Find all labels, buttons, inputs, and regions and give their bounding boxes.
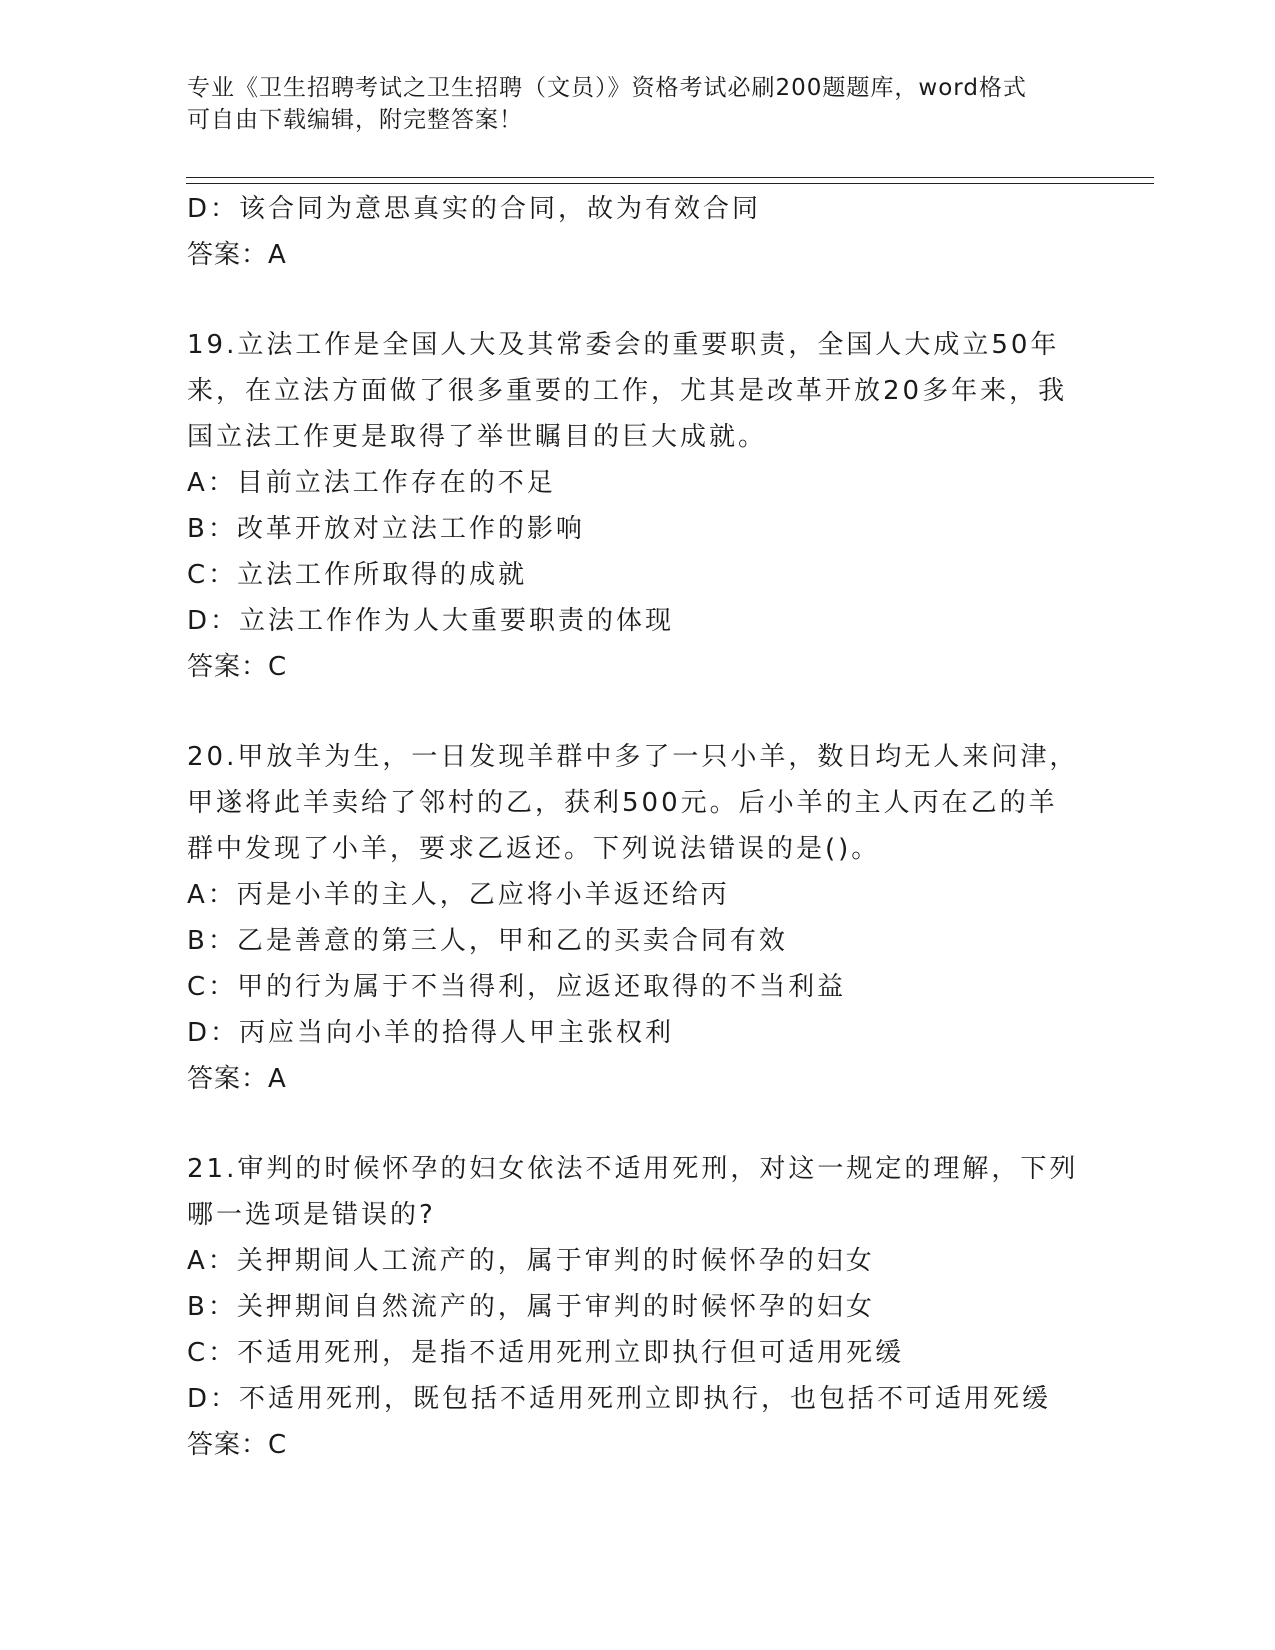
question-stem-line: 国立法工作更是取得了举世瞩目的巨大成就。 <box>187 422 768 452</box>
question-stem-line: 哪一选项是错误的? <box>187 1200 436 1230</box>
option-b: B：乙是善意的第三人，甲和乙的买卖合同有效 <box>187 926 788 956</box>
document-header <box>187 72 1067 136</box>
answer: 答案：C <box>187 1430 288 1460</box>
option-d: D：该合同为意思真实的合同，故为有效合同 <box>187 194 762 224</box>
question-stem-line: 20.甲放羊为生，一日发现羊群中多了一只小羊，数日均无人来问津， <box>187 742 1079 772</box>
question-21 <box>187 1146 1087 1468</box>
header-line-2: 可自由下载编辑，附完整答案！ <box>187 107 523 133</box>
option-c: C：立法工作所取得的成就 <box>187 560 528 590</box>
question-stem-line: 群中发现了小羊，要求乙返还。下列说法错误的是()。 <box>187 834 881 864</box>
document-body <box>187 186 1087 1468</box>
question-19 <box>187 322 1087 690</box>
answer: 答案：A <box>187 240 287 270</box>
option-a: A：关押期间人工流产的，属于审判的时候怀孕的妇女 <box>187 1246 875 1276</box>
option-b: B：关押期间自然流产的，属于审判的时候怀孕的妇女 <box>187 1292 875 1322</box>
header-line-1: 专业《卫生招聘考试之卫生招聘（文员）》资格考试必刷200题题库，word格式 <box>187 75 1027 101</box>
option-d: D：立法工作作为人大重要职责的体现 <box>187 606 675 636</box>
option-d: D：不适用死刑，既包括不适用死刑立即执行，也包括不可适用死缓 <box>187 1384 1052 1414</box>
question-20 <box>187 734 1087 1102</box>
question-stem-line: 19.立法工作是全国人大及其常委会的重要职责，全国人大成立50年 <box>187 330 1060 360</box>
header-rule-top <box>186 177 1154 178</box>
previous-question-tail <box>187 186 1087 278</box>
question-stem-line: 21.审判的时候怀孕的妇女依法不适用死刑，对这一规定的理解，下列 <box>187 1154 1079 1184</box>
question-stem-line: 甲遂将此羊卖给了邻村的乙，获利500元。后小羊的主人丙在乙的羊 <box>187 788 1058 818</box>
answer: 答案：A <box>187 1064 287 1094</box>
option-d: D：丙应当向小羊的拾得人甲主张权利 <box>187 1018 675 1048</box>
option-b: B：改革开放对立法工作的影响 <box>187 514 585 544</box>
question-stem-line: 来，在立法方面做了很多重要的工作，尤其是改革开放20多年来，我 <box>187 376 1068 406</box>
option-a: A：丙是小羊的主人，乙应将小羊返还给丙 <box>187 880 730 910</box>
option-c: C：不适用死刑，是指不适用死刑立即执行但可适用死缓 <box>187 1338 905 1368</box>
option-c: C：甲的行为属于不当得利，应返还取得的不当利益 <box>187 972 847 1002</box>
option-a: A：目前立法工作存在的不足 <box>187 468 556 498</box>
answer: 答案：C <box>187 652 288 682</box>
header-rule-bottom <box>186 183 1154 184</box>
